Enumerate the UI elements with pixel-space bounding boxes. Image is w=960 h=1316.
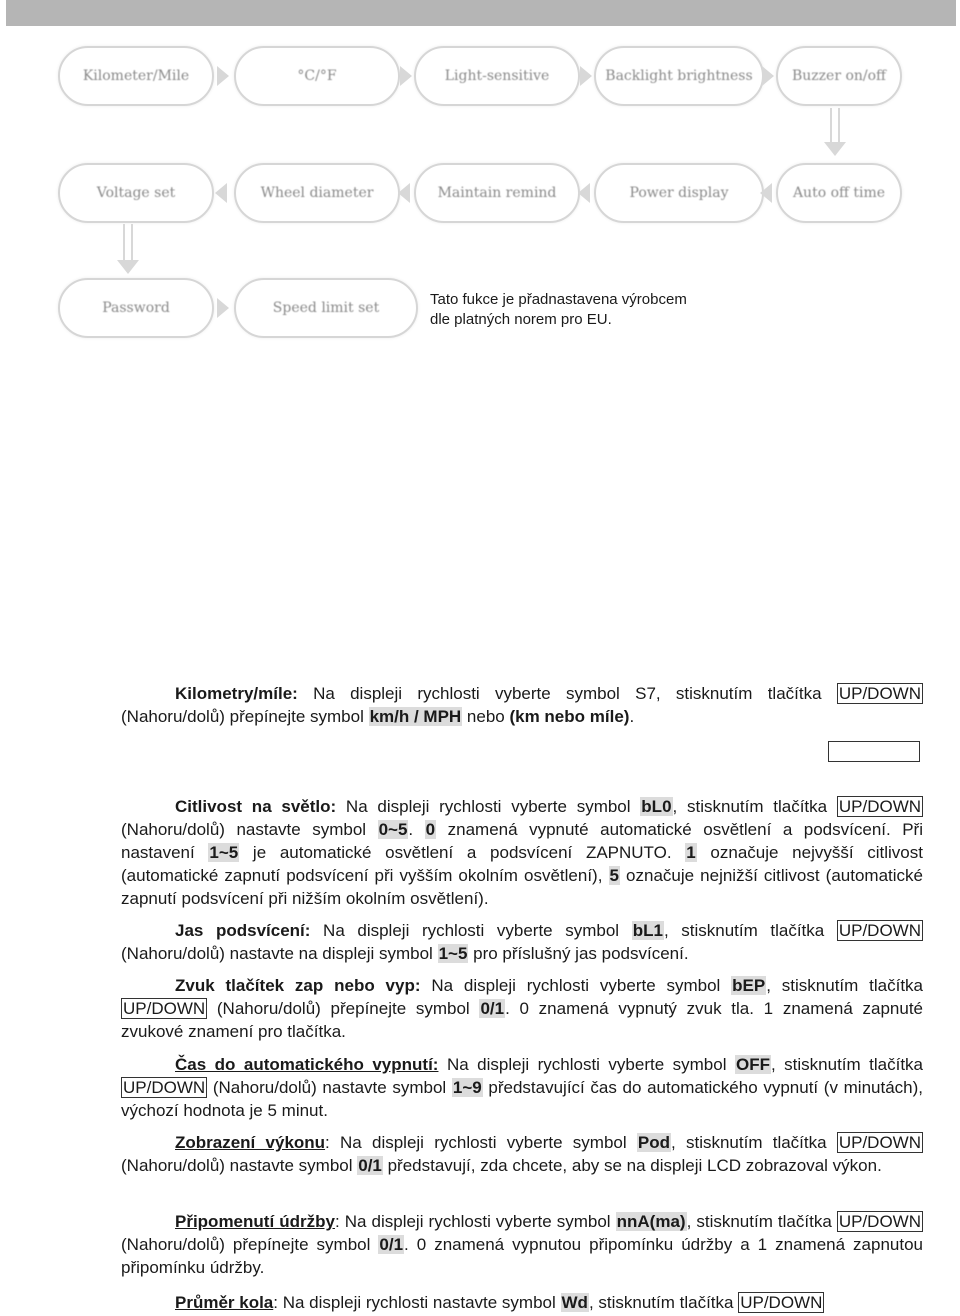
para-power-display: Zobrazení výkonu: Na displeji rychlosti vyberte symbol Pod, stisknutím tlačítka UP/DOWN (Nahoru/dolů) nastavte symbol 0/1 představují, zda chcete, aby se na displeji LCD zobrazoval výkon. <box>121 1133 921 1175</box>
settings-flowchart <box>0 0 960 360</box>
flow-node-power-display: Power display <box>594 163 764 223</box>
arrow-right-icon <box>580 66 592 86</box>
flow-node-auto-off-time: Auto off time <box>776 163 902 223</box>
up-down-button-label: UP/DOWN <box>838 684 921 703</box>
up-down-button-label: UP/DOWN <box>838 797 922 816</box>
eu-preset-note: Tato fukce je přadnastavena výrobcem dle platných norem pro EU. <box>430 291 687 328</box>
arrow-right-icon <box>762 66 774 86</box>
arrow-down-icon <box>824 142 846 156</box>
arrow-left-icon <box>578 183 590 203</box>
flow-node-c-f: °C/°F <box>234 46 400 106</box>
arrow-right-icon <box>400 66 412 86</box>
para-light-sensitivity: Citlivost na světlo: Na displeji rychlosti vyberte symbol bL0, stisknutím tlačítka UP/DOWN (Nahoru/dolů) nastavte symbol 0~5. 0 znamená vypnuté automatické osvětlení a podsvícení. Při nastavení 1~5 je automatické osvětlení a podsvícení ZAPNUTO. 1 označuje nejvyšší citlivost (automatické zapnutí podsvícení při vyšším okolním osvětlení), 5 označuje nejnižší citlivost (automatické zapnutí podsvícení při nižším okolním osvětlení). <box>121 797 923 908</box>
arrow-right-icon <box>217 66 229 86</box>
flow-node-light-sensitive: Light-sensitive <box>414 46 580 106</box>
para-wheel-diameter: Průměr kola: Na displeji rychlosti nastavte symbol Wd, stisknutím tlačítka UP/DOWN <box>175 1293 823 1312</box>
up-down-button-label: UP/DOWN <box>838 921 922 940</box>
para-maintenance: Připomenutí údržby: Na displeji rychlosti vyberte symbol nnA(ma), stisknutím tlačítka UP/DOWN (Nahoru/dolů) přepínejte symbol 0/1. 0 znamená vypnutou připomínku údržby a 1 znamená zapnutou připomínku údržby. <box>121 1212 923 1277</box>
arrow-left-icon <box>760 183 772 203</box>
para-backlight: Jas podsvícení: Na displeji rychlosti vyberte symbol bL1, stisknutím tlačítka UP/DOWN (Nahoru/dolů) nastavte na displeji symbol 1~5 pro příslušný jas podsvícení. <box>121 921 922 963</box>
flow-node-maintain-remind: Maintain remind <box>414 163 580 223</box>
flow-node-wheel-diameter: Wheel diameter <box>234 163 400 223</box>
flow-node-kilometer-mile: Kilometer/Mile <box>58 46 214 106</box>
up-down-button-label: UP/DOWN <box>123 999 206 1018</box>
para-auto-off: Čas do automatického vypnutí: Na displeji rychlosti vyberte symbol OFF, stisknutím tlačítka UP/DOWN (Nahoru/dolů) nastavte symbol 1~9 představující čas do automatického vypnutí (v minutách), výchozí hodnota je 5 minut. <box>121 1055 924 1120</box>
up-down-button-label: UP/DOWN <box>838 1212 921 1231</box>
arrow-left-icon <box>398 183 410 203</box>
flow-node-voltage-set: Voltage set <box>58 163 214 223</box>
arrow-shaft <box>830 108 840 142</box>
empty-frame <box>828 741 920 762</box>
para-kilometers: Kilometry/míle: Na displeji rychlosti vyberte symbol S7, stisknutím tlačítka UP/DOWN (Nahoru/dolů) přepínejte symbol km/h / MPH nebo (km nebo míle). <box>121 684 921 726</box>
flow-node-password: Password <box>58 278 214 338</box>
up-down-button-label: UP/DOWN <box>123 1078 206 1097</box>
arrow-left-icon <box>215 183 227 203</box>
flow-node-buzzer-on-off: Buzzer on/off <box>776 46 902 106</box>
flow-node-speed-limit-set: Speed limit set <box>234 278 418 338</box>
arrow-shaft <box>123 224 133 260</box>
para-buzzer: Zvuk tlačítek zap nebo vyp: Na displeji rychlosti vyberte symbol bEP, stisknutím tlačítka UP/DOWN (Nahoru/dolů) přepínejte symbol 0/1. 0 znamená vypnutý zvuk tla. 1 znamená zapnuté zvukové znamení pro tlačítka. <box>121 976 923 1041</box>
up-down-button-label: UP/DOWN <box>740 1293 823 1312</box>
flow-node-backlight-brightness: Backlight brightness <box>594 46 764 106</box>
arrow-right-icon <box>217 298 229 318</box>
arrow-down-icon <box>117 260 139 274</box>
up-down-button-label: UP/DOWN <box>838 1133 921 1152</box>
